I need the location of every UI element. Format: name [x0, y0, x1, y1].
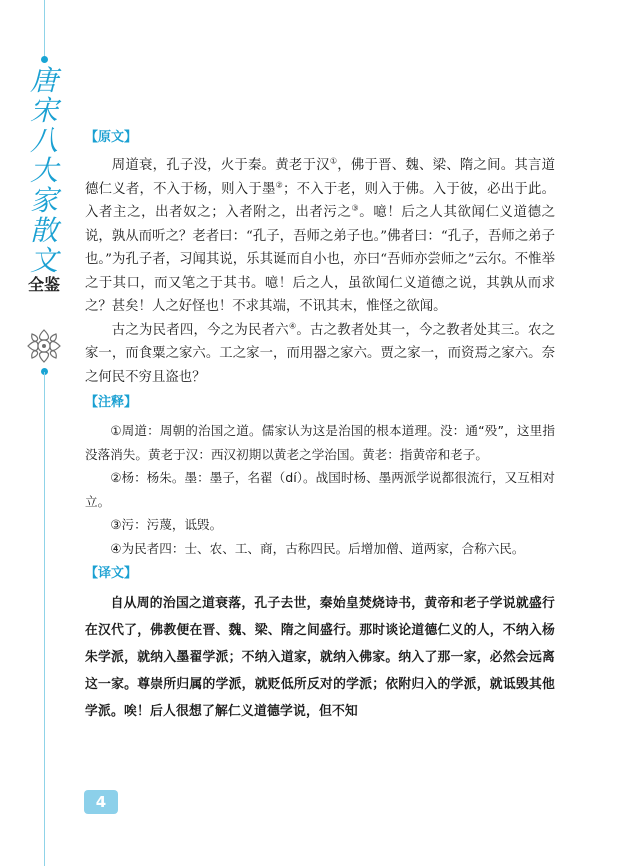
footnote-ref: ①	[329, 156, 338, 166]
sidebar-dot-top	[41, 56, 48, 63]
text-run: 古之为民者四，今之为民者六	[111, 322, 289, 338]
note-item: ②杨：杨朱。墨：墨子，名翟（dí）。战国时杨、墨两派学说都很流行，又互相对立。	[85, 470, 555, 509]
book-title-char: 八	[29, 124, 58, 157]
book-subtitle: 全鉴	[27, 275, 60, 294]
section-label-notes: 【注释】	[85, 395, 138, 410]
original-paragraph	[85, 154, 555, 319]
page-content	[85, 128, 555, 725]
book-title-char: 宋	[29, 94, 58, 127]
sidebar-line-top	[44, 0, 45, 58]
floral-ornament-icon	[24, 326, 64, 366]
book-title-char: 唐	[29, 64, 58, 97]
translation-paragraph: 自从周的治国之道衰落，孔子去世，秦始皇焚烧诗书，黄帝和老子学说就盛行在汉代了，佛教便在晋、魏、梁、隋之间盛行。那时谈论道德仁义的人，不纳入杨朱学派，就纳入墨翟学派；不纳入道家，就纳入佛家。纳入了那一家，必然会远离这一家。尊崇所归属的学派，就贬低所反对的学派；依附归入的学派，就诋毁其他学派。唉！后人很想了解仁义道德学说，但不知	[85, 596, 555, 719]
footnote-ref: ④	[288, 321, 297, 331]
book-title-vertical	[26, 66, 62, 294]
original-paragraph	[85, 319, 555, 390]
section-label-translation: 【译文】	[85, 566, 138, 581]
text-run: 。噫！后之人其欲闻仁义道德之说，孰从而听之？老者曰：“孔子，吾师之弟子也。”佛者曰：“孔子，吾师之弟子也。”为孔子者，习闻其说，乐其诞而自小也，亦曰“吾师亦尝师之”云尔。不惟举之于其口，而又笔之于其书。噫！后之人，虽欲闻仁义道德之说，其孰从而求之？甚矣！人之好怪也！不求其端，不讯其末，惟怪之欲闻。	[85, 205, 556, 314]
footnote-ref: ③	[351, 203, 360, 213]
sidebar-line-bottom	[44, 372, 45, 866]
text-run: ，佛于晋、魏、梁、隋之间。其言道德仁义者，不入于杨，则入于墨	[85, 158, 556, 197]
original-text-section	[85, 128, 555, 389]
page-number: 4	[95, 793, 107, 811]
book-title-char: 大	[29, 154, 58, 187]
text-run: 周道衰，孔子没，火于秦。黄老于汉	[111, 158, 330, 173]
book-title-char: 文	[29, 244, 58, 277]
book-title-char: 家	[29, 184, 58, 217]
book-title-char: 散	[29, 214, 58, 247]
translation-section	[85, 564, 555, 725]
text-run: ；不入于老，则入于佛。入于彼，必出于此。入者主之，出者奴之；入者附之，出者污之	[85, 181, 556, 220]
footnote-ref: ②	[275, 180, 283, 190]
notes-section	[85, 393, 555, 560]
note-item: ④为民者四：士、农、工、商，古称四民。后增加僧、道两家，合称六民。	[110, 540, 525, 556]
page-number-tab	[84, 790, 118, 814]
note-item: ③污：污蔑，诋毁。	[110, 517, 223, 532]
text-run: 。古之教者处其一，今之教者处其三。农之家一，而食粟之家六。工之家一，而用器之家六。贾之家一，而资焉之家六。奈之何民不穷且盗也？	[85, 322, 556, 385]
section-label-original: 【原文】	[85, 130, 138, 145]
note-item: ①周道：周朝的治国之道。儒家认为这是治国的根本道理。没：通“殁”，这里指没落消失。黄老于汉：西汉初期以黄老之学治国。黄老：指黄帝和老子。	[85, 423, 555, 462]
